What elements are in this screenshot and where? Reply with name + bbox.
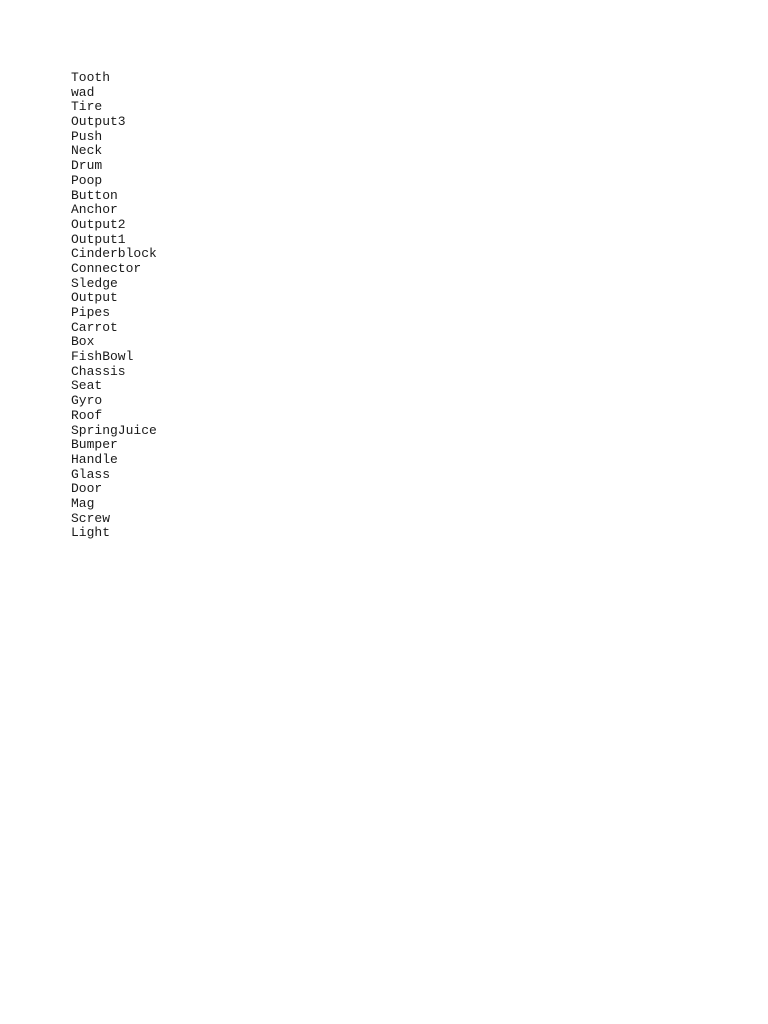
list-item: Output3: [71, 114, 126, 130]
list-item: Output: [71, 290, 118, 306]
list-item: SpringJuice: [71, 422, 157, 438]
list-item: Output1: [71, 231, 126, 247]
list-item: Button: [71, 187, 118, 203]
list-item: wad: [71, 84, 95, 100]
list-item: Glass: [71, 466, 111, 482]
list-item: Gyro: [71, 393, 103, 409]
list-item: Sledge: [71, 275, 118, 291]
list-item: Drum: [71, 158, 103, 174]
list-item: Roof: [71, 407, 103, 423]
list-item: Mag: [71, 495, 95, 511]
list-item: FishBowl: [71, 349, 134, 365]
list-item: Bumper: [71, 437, 118, 453]
list-item: Cinderblock: [71, 246, 157, 262]
item-list: [71, 71, 157, 541]
list-item: Box: [71, 334, 95, 350]
list-item: Light: [71, 525, 111, 541]
list-item: Connector: [71, 260, 142, 276]
list-item: Handle: [71, 451, 118, 467]
list-item: Anchor: [71, 202, 118, 218]
list-item: Pipes: [71, 305, 111, 320]
list-item: Tooth: [71, 70, 111, 85]
list-item: Seat: [71, 378, 103, 394]
list-item: Chassis: [71, 363, 126, 379]
list-item: Neck: [71, 143, 103, 159]
list-item: Door: [71, 481, 103, 497]
list-item: Push: [71, 128, 103, 144]
list-item: Screw: [71, 510, 111, 526]
list-item: Output2: [71, 216, 126, 232]
list-item: Tire: [71, 99, 103, 115]
list-item: Carrot: [71, 319, 118, 335]
list-item: Poop: [71, 172, 103, 188]
